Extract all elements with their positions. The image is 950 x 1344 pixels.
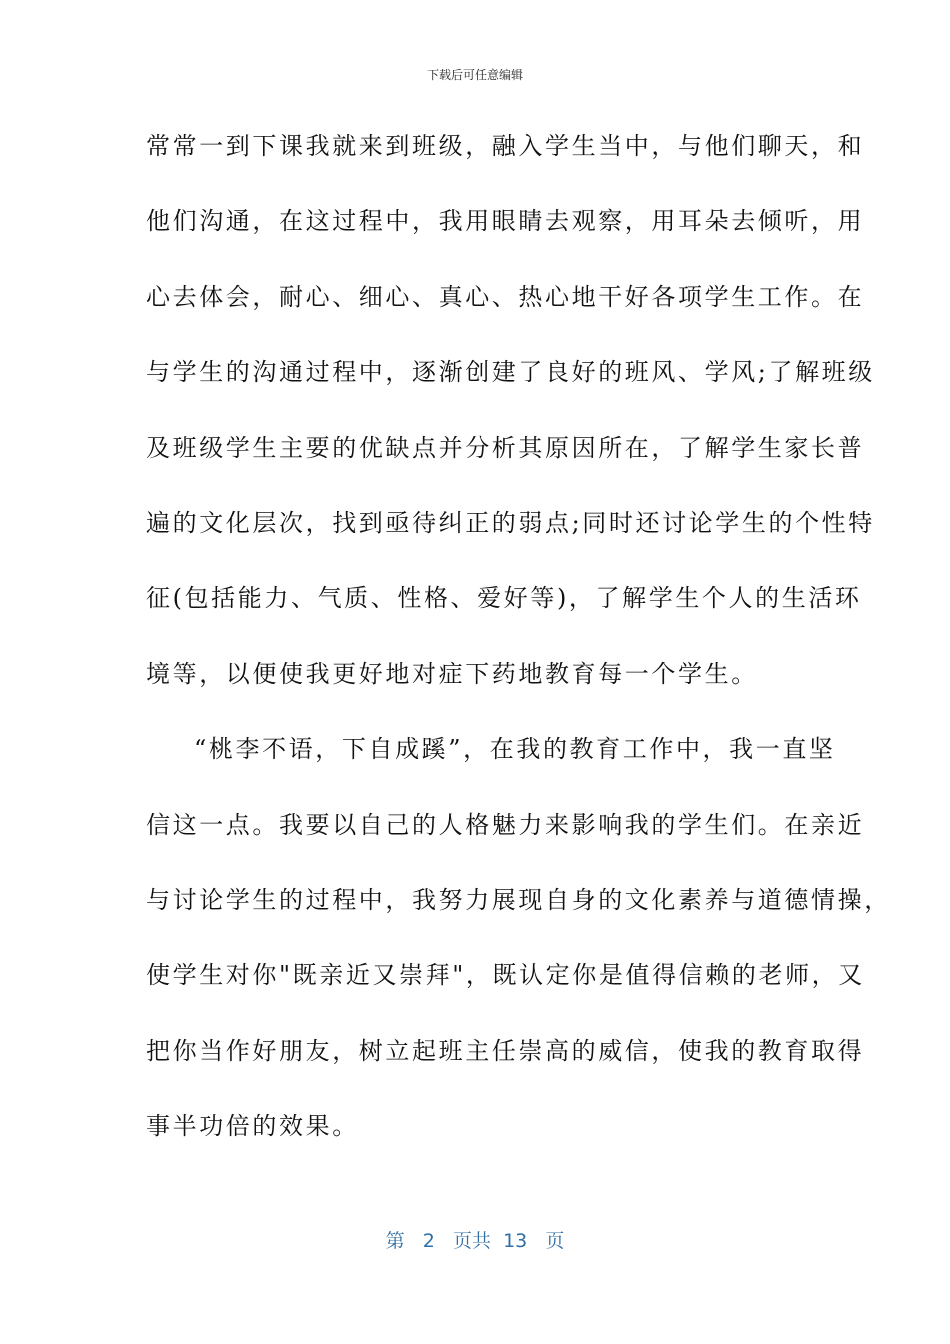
text-line: 他们沟通，在这过程中，我用眼睛去观察，用耳朵去倾听，用: [146, 207, 865, 236]
text-line: 使学生对你"既亲近又崇拜"，既认定你是值得信赖的老师，又: [146, 961, 865, 990]
footer-prefix: 第: [385, 1230, 405, 1252]
text-line: 与讨论学生的过程中，我努力展现自身的文化素养与道德情操，: [146, 885, 891, 914]
text-line: 与学生的沟通过程中，逐渐创建了良好的班风、学风;了解班级: [146, 358, 875, 387]
text-line: 遍的文化层次，找到亟待纠正的弱点;同时还讨论学生的个性特: [146, 508, 875, 537]
text-line: 事半功倍的效果。: [146, 1112, 359, 1141]
header-note: 下载后可任意编辑: [426, 68, 523, 82]
text-line: 信这一点。我要以自己的人格魅力来影响我的学生们。在亲近: [146, 810, 865, 839]
text-line: 常常一到下课我就来到班级，融入学生当中，与他们聊天，和: [146, 132, 865, 160]
footer-suffix: 页: [545, 1230, 565, 1252]
footer-page-number: 2: [422, 1230, 435, 1252]
paragraph-start-line: “桃李不语，下自成蹊”，在我的教育工作中，我一直坚: [194, 735, 836, 764]
text-line: 征(包括能力、气质、性格、爱好等)，了解学生个人的生活环: [146, 584, 862, 613]
page-footer: [0, 1226, 950, 1253]
document-body: [146, 126, 891, 1181]
text-line: 境等，以便使我更好地对症下药地教育每一个学生。: [146, 659, 758, 688]
text-line: 把你当作好朋友，树立起班主任崇高的威信，使我的教育取得: [146, 1036, 865, 1065]
text-line: 及班级学生主要的优缺点并分析其原因所在，了解学生家长普: [146, 433, 865, 462]
footer-total-pages: 13: [503, 1230, 528, 1252]
footer-middle: 页共: [452, 1230, 491, 1252]
text-line: 心去体会，耐心、细心、真心、热心地干好各项学生工作。在: [146, 282, 865, 311]
